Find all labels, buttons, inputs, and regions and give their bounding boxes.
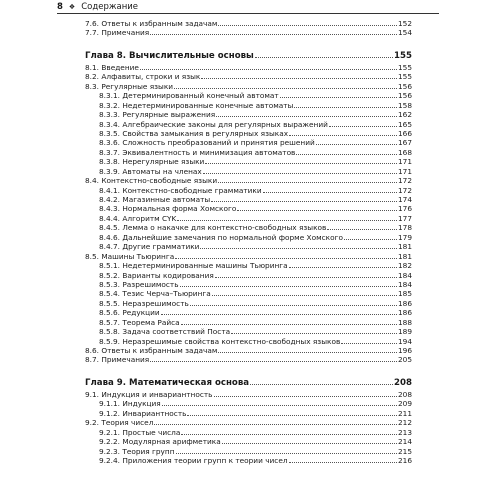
dot-leader — [344, 233, 397, 240]
toc-page-number: 156 — [397, 91, 412, 101]
toc-entry-title: 9.1.2. Инвариантность — [99, 408, 187, 418]
toc-entry[interactable] — [85, 447, 412, 456]
dot-leader — [255, 49, 393, 58]
toc-entry[interactable] — [85, 63, 412, 72]
dot-leader — [289, 456, 397, 463]
toc-entry[interactable] — [85, 399, 412, 408]
toc-entry-title: 8.5.3. Разрешимость — [99, 279, 179, 289]
toc-entry-title: 8.4.2. Магазинные автоматы — [99, 195, 211, 204]
dot-leader — [175, 252, 397, 259]
toc-entry-title: 8.5.6. Редукции — [99, 308, 160, 318]
toc-entry[interactable] — [85, 72, 412, 81]
toc-entry[interactable] — [85, 120, 412, 129]
toc-entry[interactable] — [85, 101, 412, 110]
toc-page-number: 189 — [397, 327, 412, 337]
toc-page-number: 152 — [397, 19, 412, 28]
dot-leader — [218, 346, 397, 353]
toc-page-number: 209 — [397, 399, 412, 409]
toc-page-number: 176 — [397, 204, 412, 214]
toc-entry-title: 8.3.4. Алгебраические законы для регулярных выражений — [99, 119, 328, 129]
toc-page-number: 182 — [397, 261, 412, 271]
toc-entry[interactable] — [85, 390, 412, 399]
toc-entry[interactable] — [85, 456, 412, 465]
toc-entry-title: 8.5.2. Варианты кодирования — [99, 270, 214, 280]
toc-page-number: 188 — [397, 317, 412, 327]
toc-entry[interactable] — [85, 242, 412, 251]
dot-leader — [222, 437, 397, 444]
toc-page-number: 177 — [397, 213, 412, 223]
toc-entry-title: 8.4.5. Лемма о накачке для контекстно-свободных языков — [99, 223, 327, 233]
toc-entry[interactable] — [85, 327, 412, 336]
dot-leader — [161, 308, 397, 315]
toc-entry[interactable] — [85, 176, 412, 185]
dot-leader — [316, 138, 397, 145]
toc-entry-title: 7.7. Примечания — [85, 28, 150, 38]
toc-entry-title: 8.5.7. Теорема Райса — [99, 317, 180, 327]
dot-leader — [231, 327, 397, 334]
ornament-icon: ❖ — [68, 2, 76, 11]
toc-entry-title: 8.5.5. Неразрешимость — [99, 298, 189, 308]
toc-page-number: 194 — [397, 336, 412, 346]
toc-page-number: 205 — [397, 355, 412, 365]
toc-entry-title: 8.3.1. Детерминированный конечный автомат — [99, 91, 279, 101]
toc-page-number: 171 — [397, 166, 412, 176]
dot-leader — [150, 28, 397, 35]
toc-page-number: 216 — [397, 455, 412, 465]
dot-leader — [218, 19, 397, 26]
toc-entry-title: 8.3. Регулярные языки — [85, 81, 174, 91]
toc-page-number: 171 — [397, 157, 412, 167]
toc-entry[interactable] — [85, 308, 412, 317]
toc-page-number: 155 — [397, 72, 412, 82]
toc-page-number: 172 — [397, 185, 412, 195]
toc-entry[interactable] — [85, 129, 412, 138]
dot-leader — [180, 280, 397, 287]
toc-entry-title: 8.2. Алфавиты, строки и язык — [85, 72, 201, 82]
header-title: Содержание — [81, 1, 139, 12]
toc-entry[interactable] — [85, 346, 412, 355]
dot-leader — [263, 186, 397, 193]
dot-leader — [329, 120, 397, 127]
toc-entry-title: 8.3.5. Свойства замыкания в регулярных языках — [99, 128, 289, 138]
toc-entry-title: 8.4.4. Алгоритм CYK — [99, 213, 177, 223]
dot-leader — [200, 242, 397, 249]
running-header — [57, 0, 439, 14]
toc-entry-title: 7.6. Ответы к избранным задачам — [85, 19, 218, 28]
toc-entry[interactable] — [85, 233, 412, 242]
toc-entry-title: 8.5. Машины Тьюринга — [85, 251, 175, 261]
toc-entry[interactable] — [85, 28, 412, 37]
dot-leader — [216, 110, 397, 117]
dot-leader — [218, 176, 397, 183]
page-number: 8 — [57, 1, 63, 12]
toc-chapter[interactable] — [85, 49, 412, 61]
dot-leader — [211, 195, 397, 202]
toc-entry-title: 9.2.4. Приложения теории групп к теории чисел — [99, 455, 288, 465]
toc-page-number: 212 — [397, 418, 412, 428]
toc-entry-title: 8.7. Примечания — [85, 355, 150, 365]
dot-leader — [150, 355, 397, 362]
toc-page-number: 165 — [397, 119, 412, 129]
toc-page-number: 155 — [397, 62, 412, 72]
toc-entry[interactable] — [85, 318, 412, 327]
toc-entry-title: 8.3.8. Нерегулярные языки — [99, 157, 205, 167]
dot-leader — [294, 101, 397, 108]
toc-entry[interactable] — [85, 418, 412, 427]
toc-entry-title: 8.4.3. Нормальная форма Хомского — [99, 204, 237, 214]
toc-page-number: 184 — [397, 279, 412, 289]
toc-page-number: 214 — [397, 437, 412, 447]
toc-entry[interactable] — [85, 157, 412, 166]
toc-entry-title: 9.2. Теория чисел — [85, 418, 154, 428]
toc-chapter[interactable] — [85, 376, 412, 388]
toc-entry[interactable] — [85, 82, 412, 91]
toc-entry-title: 9.2.2. Модулярная арифметика — [99, 437, 221, 447]
toc-entry-title: 8.3.6. Сложность преобразований и принятия решений — [99, 138, 315, 148]
toc-entry[interactable] — [85, 428, 412, 437]
toc-entry-title: 9.1.1. Индукция — [99, 399, 161, 409]
toc-entry-title: 8.5.4. Тезис Черча–Тьюринга — [99, 289, 211, 299]
toc-entry-title: 8.3.3. Регулярные выражения — [99, 110, 216, 120]
toc-entry[interactable] — [85, 252, 412, 261]
toc-page-number: 174 — [397, 195, 412, 204]
toc-entry-title: 8.6. Ответы к избранным задачам — [85, 346, 218, 355]
dot-leader — [201, 72, 397, 79]
toc-entry[interactable] — [85, 138, 412, 147]
dot-leader — [174, 82, 397, 89]
dot-leader — [140, 63, 397, 70]
toc-entry[interactable] — [85, 271, 412, 280]
dot-leader — [190, 299, 397, 306]
toc-entry[interactable] — [85, 289, 412, 298]
toc-entry[interactable] — [85, 223, 412, 232]
toc-entry-title: 8.5.8. Задача соответствий Поста — [99, 327, 231, 337]
toc-entry-title: 8.3.9. Автоматы на членах — [99, 166, 202, 176]
toc-entry-title: 9.2.1. Простые числа — [99, 427, 181, 437]
toc-entry[interactable] — [85, 280, 412, 289]
toc-entry[interactable] — [85, 261, 412, 270]
dot-leader — [187, 409, 397, 416]
toc-page-number: 185 — [397, 289, 412, 299]
dot-leader — [237, 204, 397, 211]
toc-entry-title: 9.1. Индукция и инвариантность — [85, 389, 213, 399]
toc-page-number: 181 — [397, 242, 412, 252]
dot-leader — [341, 337, 397, 344]
toc-entry-title: 8.5.9. Неразрешимые свойства контекстно-свободных языков — [99, 336, 341, 346]
toc-entry[interactable] — [85, 204, 412, 213]
toc-entry-title: 8.1. Введение — [85, 62, 139, 72]
dot-leader — [181, 318, 397, 325]
toc-page-number: 211 — [397, 408, 412, 418]
toc-page-number: 179 — [397, 232, 412, 242]
dot-leader — [327, 223, 397, 230]
toc-entry-title: 8.4.1. Контекстно-свободные грамматики — [99, 185, 262, 195]
toc-entry[interactable] — [85, 355, 412, 364]
toc-page-number: 168 — [397, 147, 412, 157]
toc-entry[interactable] — [85, 19, 412, 28]
dot-leader — [181, 428, 397, 435]
dot-leader — [280, 91, 397, 98]
toc-page-number: 181 — [397, 251, 412, 261]
toc-entry[interactable] — [85, 167, 412, 176]
toc-entry[interactable] — [85, 437, 412, 446]
toc-entry-title: 8.5.1. Недетерминированные машины Тьюринга — [99, 261, 288, 271]
dot-leader — [289, 261, 397, 268]
dot-leader — [203, 167, 397, 174]
toc-entry-title: 8.4.7. Другие грамматики — [99, 242, 200, 252]
dot-leader — [176, 447, 397, 454]
toc-page-number: 162 — [397, 110, 412, 120]
toc-entry[interactable] — [85, 186, 412, 195]
dot-leader — [214, 390, 397, 397]
toc-entry[interactable] — [85, 299, 412, 308]
toc-page-number: 167 — [397, 138, 412, 148]
toc-page-number: 186 — [397, 308, 412, 318]
dot-leader — [177, 214, 397, 221]
toc-page-number: 215 — [397, 446, 412, 456]
toc-page-number: 208 — [397, 389, 412, 399]
dot-leader — [250, 376, 393, 385]
toc-page-number: 156 — [397, 81, 412, 91]
dot-leader — [162, 399, 397, 406]
toc-page-number: 178 — [397, 223, 412, 233]
toc-entry[interactable] — [85, 214, 412, 223]
toc-entry[interactable] — [85, 110, 412, 119]
dot-leader — [154, 418, 397, 425]
toc-page-number: 154 — [397, 28, 412, 38]
toc-entry[interactable] — [85, 148, 412, 157]
dot-leader — [215, 271, 397, 278]
toc-page-number: 213 — [397, 427, 412, 437]
table-of-contents — [85, 19, 412, 465]
toc-page-number: 158 — [397, 100, 412, 110]
toc-entry[interactable] — [85, 195, 412, 204]
toc-page-number: 208 — [394, 377, 412, 388]
toc-page-number: 166 — [397, 128, 412, 138]
toc-entry-title: 8.4. Контекстно-свободные языки — [85, 176, 218, 186]
toc-entry-title: Глава 8. Вычислительные основы — [85, 50, 254, 61]
toc-entry[interactable] — [85, 409, 412, 418]
dot-leader — [212, 289, 397, 296]
toc-entry-title: 8.3.7. Эквивалентность и минимизация автоматов — [99, 147, 296, 157]
toc-entry-title: 8.3.2. Недетерминированные конечные автоматы — [99, 100, 294, 110]
toc-page-number: 196 — [397, 346, 412, 355]
dot-leader — [296, 148, 397, 155]
toc-entry-title: Глава 9. Математическая основа — [85, 377, 250, 388]
toc-entry-title: 9.2.3. Теория групп — [99, 446, 175, 456]
toc-page-number: 186 — [397, 298, 412, 308]
toc-page-number: 172 — [397, 176, 412, 186]
toc-page-number: 184 — [397, 270, 412, 280]
dot-leader — [205, 157, 397, 164]
dot-leader — [289, 129, 397, 136]
toc-entry[interactable] — [85, 91, 412, 100]
toc-page-number: 155 — [394, 50, 412, 61]
toc-entry[interactable] — [85, 337, 412, 346]
toc-entry-title: 8.4.6. Дальнейшие замечания по нормальной форме Хомского — [99, 232, 343, 242]
